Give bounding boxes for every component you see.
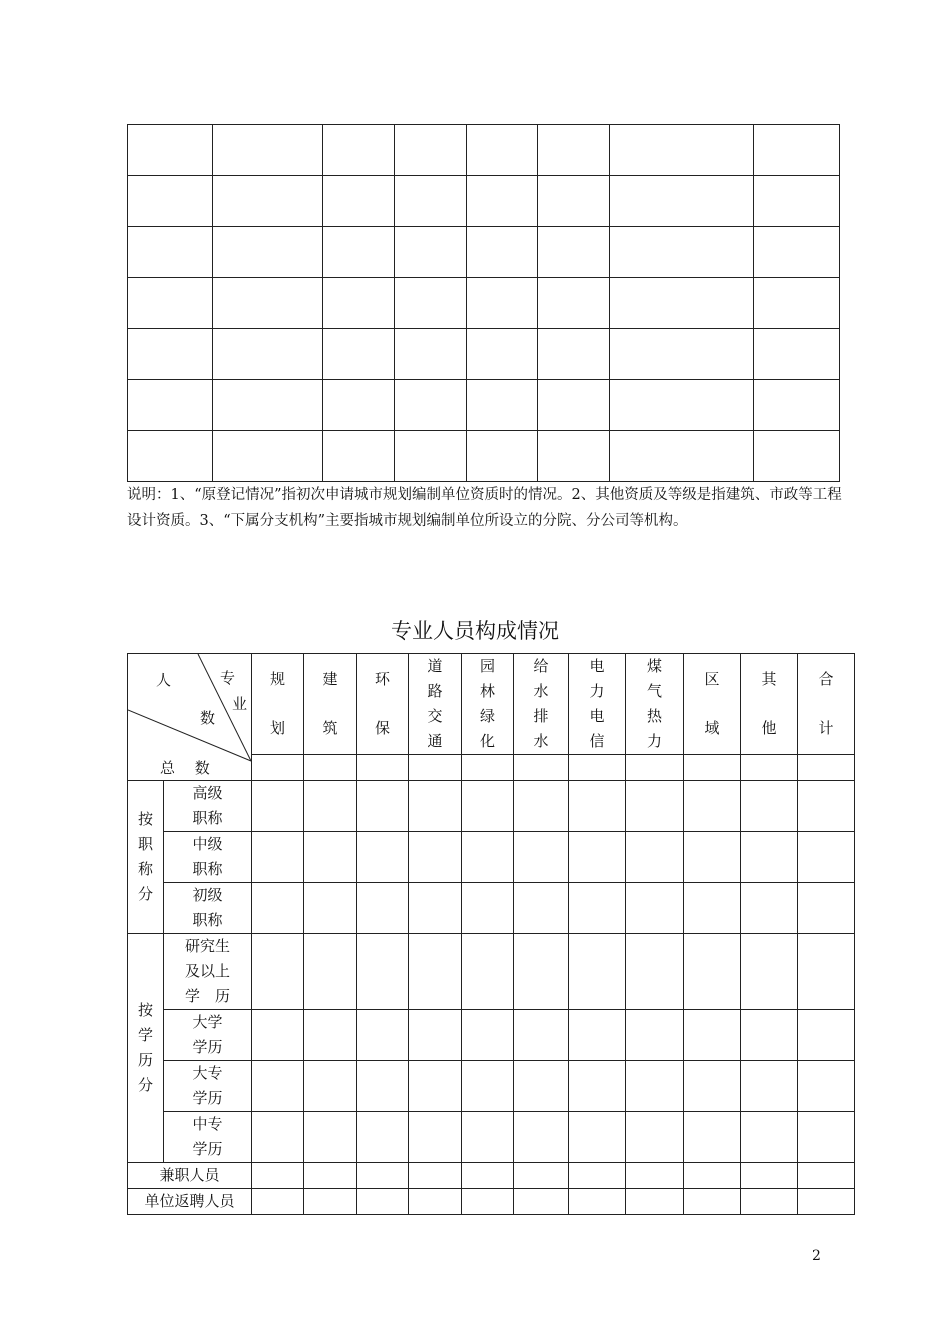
data-cell [741,934,798,1010]
data-cell [626,1010,684,1061]
data-cell [514,1112,569,1163]
column-header-char: 力 [589,682,605,700]
data-cell [626,934,684,1010]
column-header-char: 交 [427,707,443,725]
data-cell [357,1112,409,1163]
data-cell [357,781,409,832]
data-cell [304,934,357,1010]
column-header-char: 园 [479,657,495,675]
data-cell [798,1189,855,1215]
data-cell [252,1163,304,1189]
data-cell [357,1189,409,1215]
column-header-char: 信 [589,732,605,750]
group-char: 分 [137,885,153,903]
data-cell [409,781,462,832]
column-header [252,654,304,755]
group-char: 学 [137,1026,153,1044]
data-cell [798,934,855,1010]
column-header-char: 他 [761,719,777,737]
data-cell [684,755,741,781]
data-cell [569,883,626,934]
row-label [164,832,252,883]
column-header-char: 保 [374,719,390,737]
top-table-cell [538,380,610,431]
top-table-cell [754,329,840,380]
row-label-line: 职称 [192,911,223,929]
data-cell [798,1061,855,1112]
data-cell [462,1061,514,1112]
top-table-cell [538,125,610,176]
data-cell [569,832,626,883]
data-cell [357,755,409,781]
row-label-line: 学历 [192,1089,223,1107]
data-cell [357,883,409,934]
data-cell [304,832,357,883]
top-table-cell [538,176,610,227]
data-cell [409,1010,462,1061]
data-cell [252,1112,304,1163]
top-table-cell [610,431,754,482]
row-label-line: 中专 [192,1115,223,1133]
group-label-by-education [128,934,164,1163]
top-table-cell [128,380,213,431]
data-cell [684,883,741,934]
top-table-cell [212,278,322,329]
top-table-cell [538,431,610,482]
data-cell [357,832,409,883]
data-cell [798,1112,855,1163]
column-header [569,654,626,755]
row-label-line: 职称 [192,809,223,827]
top-table-cell [394,431,466,482]
group-char: 按 [137,810,153,828]
data-cell [626,1189,684,1215]
top-table-cell [466,431,538,482]
column-header-char: 筑 [322,719,338,737]
corner-ren: 人 [156,671,172,689]
data-cell [357,1163,409,1189]
column-header [304,654,357,755]
column-header-char: 排 [533,707,549,725]
group-char: 称 [137,860,153,878]
data-cell: 单位返聘人员 [128,1189,252,1215]
column-header-char: 煤 [646,657,662,675]
top-table-cell [394,329,466,380]
data-cell [462,832,514,883]
column-header-char: 化 [479,732,495,750]
data-cell [741,755,798,781]
column-header [462,654,514,755]
data-cell [409,1112,462,1163]
top-table-cell [212,227,322,278]
note-text: 说明：1、“原登记情况”指初次申请城市规划编制单位资质时的情况。2、其他资质及等级是指建筑、市政等工程设计资质。3、“下属分支机构”主要指城市规划编制单位所设立的分院、分公司等机构。 [127,487,842,529]
data-cell [409,1061,462,1112]
data-cell [626,1112,684,1163]
row-label [164,1061,252,1112]
column-header [684,654,741,755]
data-cell [304,1163,357,1189]
data-cell [304,755,357,781]
top-table-cell [322,176,394,227]
data-cell [569,781,626,832]
data-cell [569,934,626,1010]
top-table-cell [394,227,466,278]
data-cell [684,781,741,832]
row-label-line: 学历 [192,1140,223,1158]
row-label-line: 学 历 [184,987,230,1005]
column-header-char: 绿 [479,707,495,725]
top-table-cell [610,278,754,329]
data-cell [569,1189,626,1215]
column-header-char: 合 [818,670,834,688]
data-cell [741,1010,798,1061]
top-table-cell [322,380,394,431]
corner-zhuan: 专 [220,669,236,687]
data-cell [514,1189,569,1215]
data-cell [684,832,741,883]
row-junior-title [128,883,855,934]
data-cell [409,1189,462,1215]
data-cell [798,1010,855,1061]
data-cell [357,934,409,1010]
staff-composition-table [127,653,855,1215]
data-cell [741,781,798,832]
data-cell [798,832,855,883]
top-table-row [128,329,840,380]
top-table-cell [128,227,213,278]
data-cell [684,1112,741,1163]
column-header-char: 水 [533,682,549,700]
top-table-cell [466,125,538,176]
data-cell [252,1010,304,1061]
data-cell [304,883,357,934]
top-table-cell [754,431,840,482]
top-table-cell [128,329,213,380]
row-senior-title [128,781,855,832]
top-table-cell [610,125,754,176]
column-header-char: 路 [427,682,443,700]
row-part-time [128,1163,855,1189]
column-header-char: 电 [589,657,605,675]
top-table-cell [466,227,538,278]
data-cell [462,883,514,934]
data-cell [626,781,684,832]
column-header-char: 力 [646,732,662,750]
top-table-cell [128,125,213,176]
top-table-cell [466,380,538,431]
column-header-char: 其 [761,670,777,688]
top-table-cell [394,380,466,431]
data-cell [626,1061,684,1112]
row-label-line: 初级 [192,886,223,904]
data-cell [252,755,304,781]
row-label-line: 大专 [192,1064,223,1082]
top-table-cell [754,176,840,227]
top-table-cell [212,176,322,227]
row-middle-title [128,832,855,883]
top-table-row [128,176,840,227]
row-label [164,1112,252,1163]
top-table-cell [538,329,610,380]
data-cell [798,883,855,934]
data-cell [798,1163,855,1189]
group-char: 按 [137,1001,153,1019]
column-header [798,654,855,755]
data-cell [304,781,357,832]
data-cell [304,1112,357,1163]
top-table-cell [610,227,754,278]
row-college [128,1061,855,1112]
top-table-cell [128,176,213,227]
data-cell [741,832,798,883]
top-table-cell [394,176,466,227]
top-table-cell [538,278,610,329]
column-header [741,654,798,755]
data-cell [569,1061,626,1112]
group-char: 分 [137,1076,153,1094]
data-cell [741,1061,798,1112]
data-cell [462,1112,514,1163]
column-header [514,654,569,755]
data-cell [626,1163,684,1189]
column-header [409,654,462,755]
top-table-row [128,380,840,431]
data-cell: 兼职人员 [128,1163,252,1189]
data-cell [798,755,855,781]
top-table-cell [322,125,394,176]
data-cell [626,883,684,934]
column-header-char: 区 [704,670,720,688]
top-table-row [128,278,840,329]
top-table-cell [322,329,394,380]
data-cell [514,883,569,934]
top-table-cell [466,176,538,227]
data-cell [569,755,626,781]
data-cell [514,1163,569,1189]
data-cell [798,781,855,832]
group-label-by-title [128,781,164,934]
column-header [357,654,409,755]
row-rehired [128,1189,855,1215]
top-table-row [128,227,840,278]
data-cell [684,1189,741,1215]
row-label [164,934,252,1010]
top-table-cell [128,278,213,329]
column-header-char: 水 [533,732,549,750]
data-cell [252,1189,304,1215]
data-cell [409,1163,462,1189]
data-cell [626,832,684,883]
data-cell [252,781,304,832]
data-cell [514,755,569,781]
top-table-cell [394,278,466,329]
header-row [128,654,855,755]
data-cell [409,755,462,781]
row-label [164,1010,252,1061]
total-row-label: 总 数 [160,759,210,777]
column-header-char: 计 [818,719,834,737]
row-label-line: 大学 [192,1013,223,1031]
page-number: 2 [812,1248,821,1264]
data-cell [741,1163,798,1189]
data-cell [514,832,569,883]
data-cell [514,1061,569,1112]
column-header-char: 划 [269,719,285,737]
row-label-line: 及以上 [184,962,230,980]
top-table-cell [610,380,754,431]
data-cell [409,832,462,883]
top-table-cell [322,227,394,278]
data-cell [462,934,514,1010]
row-label-line: 研究生 [184,937,230,955]
row-label-line: 职称 [192,860,223,878]
top-table-cell [212,329,322,380]
section-title: 专业人员构成情况 [391,619,559,643]
data-cell [304,1010,357,1061]
row-label [164,781,252,832]
data-cell [462,755,514,781]
row-label-line: 中级 [192,835,223,853]
column-header-char: 规 [269,670,285,688]
data-cell [252,934,304,1010]
data-cell [684,1061,741,1112]
data-cell [514,781,569,832]
row-label-line: 高级 [192,784,223,802]
data-cell [569,1163,626,1189]
data-cell [626,755,684,781]
row-postgraduate [128,934,855,1010]
top-table-cell [466,278,538,329]
top-table-row [128,431,840,482]
top-table-cell [212,125,322,176]
top-table-cell [322,431,394,482]
data-cell [684,934,741,1010]
data-cell [252,883,304,934]
data-cell [514,934,569,1010]
data-cell [462,1010,514,1061]
corner-shu: 数 [200,709,216,727]
data-cell [409,934,462,1010]
column-header-char: 电 [589,707,605,725]
data-cell [462,1189,514,1215]
column-header-char: 建 [322,670,338,688]
original-registration-table [127,124,840,482]
data-cell [304,1061,357,1112]
row-label [164,883,252,934]
top-table-cell [754,125,840,176]
top-table-cell [538,227,610,278]
row-label-line: 学历 [192,1038,223,1056]
column-header-char: 热 [646,707,662,725]
data-cell [569,1112,626,1163]
top-table-cell [322,278,394,329]
top-table-cell [466,329,538,380]
column-header [626,654,684,755]
corner-ye: 业 [232,695,248,713]
data-cell [252,832,304,883]
column-header-char: 给 [533,657,549,675]
top-table-cell [212,431,322,482]
data-cell [569,1010,626,1061]
top-table-cell [212,380,322,431]
column-header-char: 域 [704,719,720,737]
top-table-cell [610,329,754,380]
top-table-cell [128,431,213,482]
top-table-row [128,125,840,176]
top-table-cell [754,227,840,278]
row-university [128,1010,855,1061]
data-cell [462,781,514,832]
data-cell [252,1061,304,1112]
group-char: 历 [137,1051,153,1069]
data-cell [741,1189,798,1215]
data-cell [741,883,798,934]
data-cell [684,1163,741,1189]
data-cell [357,1061,409,1112]
top-table-cell [394,125,466,176]
data-cell [357,1010,409,1061]
data-cell [684,1010,741,1061]
data-cell [741,1112,798,1163]
column-header-char: 气 [646,682,662,700]
row-secondary-vocational [128,1112,855,1163]
top-table-cell [610,176,754,227]
top-table-cell [754,380,840,431]
column-header-char: 通 [427,732,443,750]
data-cell [409,883,462,934]
data-cell [514,1010,569,1061]
column-header-char: 道 [427,657,443,675]
data-cell [304,1189,357,1215]
data-cell [462,1163,514,1189]
top-table-cell [754,278,840,329]
column-header-char: 环 [374,670,390,688]
column-header-char: 林 [479,682,495,700]
group-char: 职 [137,835,153,853]
